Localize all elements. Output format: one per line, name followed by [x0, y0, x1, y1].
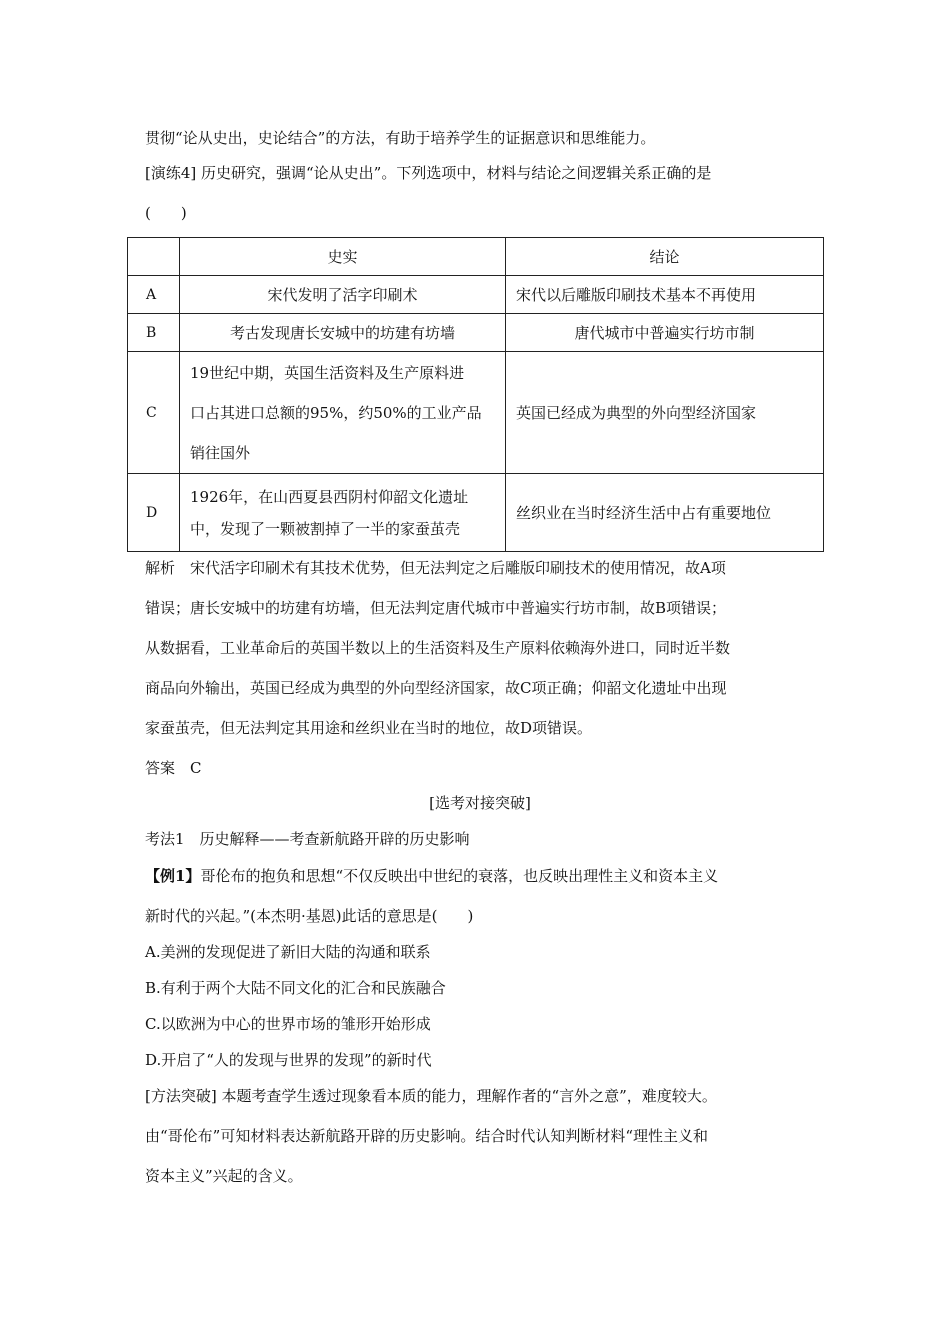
row-fact — [180, 352, 506, 474]
option-b: B.有利于两个大陆不同文化的汇合和民族融合 — [145, 979, 446, 997]
row-fact — [180, 314, 506, 352]
table-row — [128, 474, 824, 552]
row-conclusion: 英国已经成为典型的外向型经济国家 — [506, 352, 824, 474]
row-conclusion: 唐代城市中普遍实行坊市制 — [506, 314, 824, 352]
option-c: C.以欧洲为中心的世界市场的雏形开始形成 — [145, 1015, 431, 1033]
analysis-line: 错误；唐长安城中的坊建有坊墙，但无法判定唐代城市中普遍实行坊市制，故B项错误； — [145, 599, 727, 617]
method-title: 考法1 历史解释——考查新航路开辟的历史影响 — [145, 830, 470, 848]
row-key: B — [128, 314, 180, 352]
exercise-answer-blank: ( ) — [145, 204, 187, 222]
intro-paragraph: 贯彻“论从史出，史论结合”的方法，有助于培养学生的证据意识和思维能力。 — [145, 129, 656, 147]
exercise-question: [演练4] 历史研究，强调“论从史出”。下列选项中，材料与结论之间逻辑关系正确的是 — [145, 164, 712, 182]
table-header-conclusion: 结论 — [506, 238, 824, 276]
method-breakthrough-line: 由“哥伦布”可知材料表达新航路开辟的历史影响。结合时代认知判断材料“理性主义和 — [145, 1127, 709, 1145]
analysis-line: 商品向外输出，英国已经成为典型的外向型经济国家，故C项正确；仰韶文化遗址中出现 — [145, 679, 727, 697]
row-fact-line: 宋代发明了活字印刷术 — [267, 285, 418, 304]
example-question — [145, 866, 815, 886]
example-label: 【例1】 — [145, 867, 201, 885]
method-breakthrough-line: 资本主义”兴起的含义。 — [145, 1167, 303, 1185]
row-fact-line: 销往国外 — [190, 443, 251, 462]
row-fact-line: 考古发现唐长安城中的坊建有坊墙 — [229, 323, 455, 342]
row-conclusion: 宋代以后雕版印刷技术基本不再使用 — [506, 276, 824, 314]
table-header-fact: 史实 — [180, 238, 506, 276]
row-fact-line: 口占其进口总额的95%，约50%的工业产品 — [190, 403, 482, 422]
example-line-2: 新时代的兴起。”(本杰明·基恩)此话的意思是( ) — [145, 907, 474, 925]
table-row — [128, 352, 824, 474]
row-fact — [180, 276, 506, 314]
row-key: A — [128, 276, 180, 314]
row-fact-line: 19世纪中期，英国生活资料及生产原料进 — [190, 363, 465, 382]
row-fact-line: 1926年，在山西夏县西阴村仰韶文化遗址 — [190, 487, 469, 506]
example-line-1: 哥伦布的抱负和思想“不仅反映出中世纪的衰落，也反映出理性主义和资本主义 — [200, 867, 719, 885]
analysis-line: 从数据看，工业革命后的英国半数以上的生活资料及生产原料依赖海外进口，同时近半数 — [145, 639, 731, 657]
section-title: [选考对接突破] — [429, 794, 531, 812]
option-a: A.美洲的发现促进了新旧大陆的沟通和联系 — [145, 943, 431, 961]
row-fact — [180, 474, 506, 552]
table-header-row — [128, 238, 824, 276]
table-header-key — [128, 238, 180, 276]
row-key: C — [128, 352, 180, 474]
table-row — [128, 314, 824, 352]
analysis-line: 解析 宋代活字印刷术有其技术优势，但无法判定之后雕版印刷技术的使用情况，故A项 — [145, 559, 726, 577]
answer-text: 答案 C — [145, 759, 202, 777]
row-fact-line: 中，发现了一颗被割掉了一半的家蚕茧壳 — [190, 519, 461, 538]
option-d: D.开启了“人的发现与世界的发现”的新时代 — [145, 1051, 432, 1069]
row-conclusion: 丝织业在当时经济生活中占有重要地位 — [506, 474, 824, 552]
analysis-line: 家蚕茧壳，但无法判定其用途和丝织业在当时的地位，故D项错误。 — [145, 719, 593, 737]
table-row — [128, 276, 824, 314]
row-key: D — [128, 474, 180, 552]
facts-conclusion-table — [127, 237, 824, 552]
method-breakthrough-line: [方法突破] 本题考查学生透过现象看本质的能力，理解作者的“言外之意”，难度较大。 — [145, 1087, 717, 1105]
